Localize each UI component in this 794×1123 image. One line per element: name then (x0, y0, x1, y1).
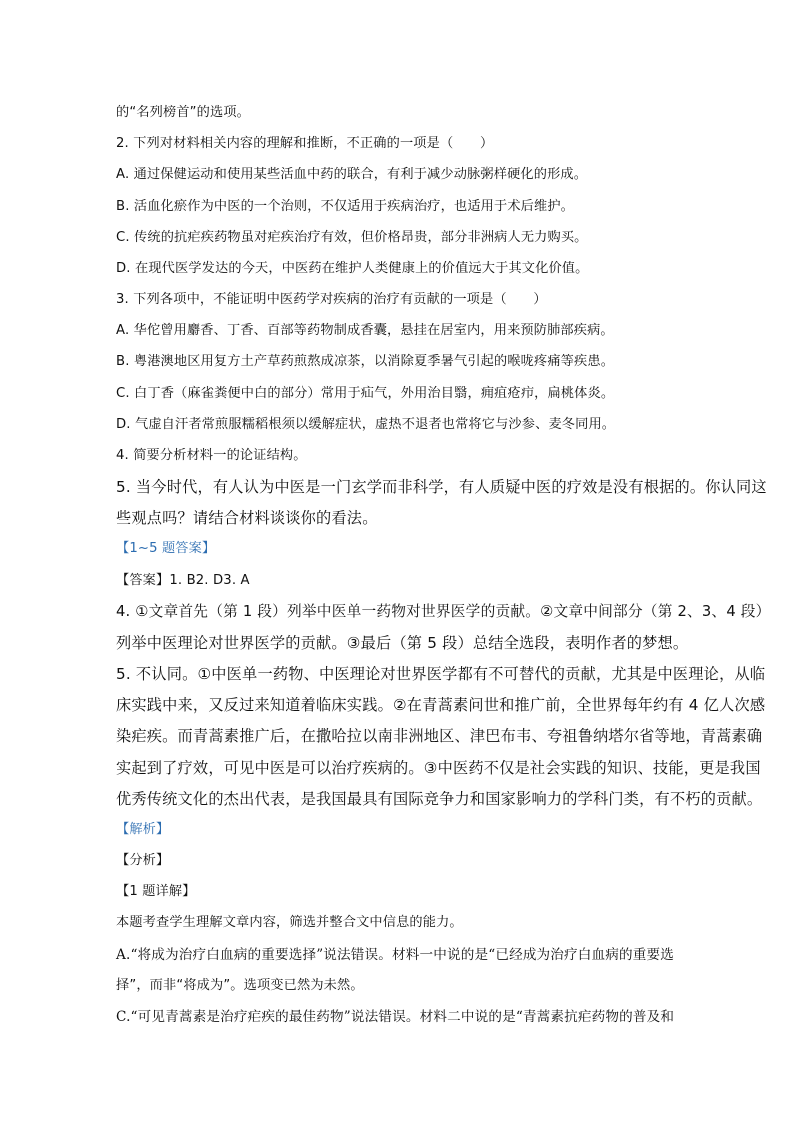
explanation-a-line-1: A.“将成为治疗白血病的重要选择”说法错误。材料一中说的是“已经成为治疗白血病的重要选 (116, 947, 674, 963)
question-2-option-a: A. 通过保健运动和使用某些活血中药的联合，有利于减少动脉粥样硬化的形成。 (116, 167, 588, 182)
question-2-option-d: D. 在现代医学发达的今天，中医药在维护人类健康上的价值远大于其文化价值。 (116, 261, 589, 276)
question-3-option-a: A. 华佗曾用麝香、丁香、百部等药物制成香囊，悬挂在居室内，用来预防肺部疾病。 (116, 323, 614, 338)
explanation-c-line-1: C.“可见青蒿素是治疗疟疾的最佳药物”说法错误。材料二中说的是“青蒿素抗疟药物的普及和 (116, 1009, 675, 1025)
answer-5-line-1: 5. 不认同。①中医单一药物、中医理论对世界医学都有不可替代的贡献，尤其是中医理论，从临 (116, 665, 766, 683)
question-1-detail-heading: 【1 题详解】 (116, 884, 196, 899)
answer-5-line-2: 床实践中来，又反过来知道着临床实践。②在青蒿素问世和推广前，全世界每年约有 4 亿人次感 (116, 696, 766, 714)
question-2-stem: 2. 下列对材料相关内容的理解和推断，不正确的一项是（ ） (116, 136, 494, 151)
question-2-option-b: B. 活血化瘀作为中医的一个治则，不仅适用于疾病治疗，也适用于术后维护。 (116, 199, 575, 214)
answer-5-line-3: 染疟疾。而青蒿素推广后，在撒哈拉以南非洲地区、津巴布韦、夸祖鲁纳塔尔省等地，青蒿素确 (116, 727, 763, 745)
text-line-continuation: 的“名列榜首”的选项。 (116, 105, 251, 120)
answer-section-heading: 【1~5 题答案】 (116, 541, 216, 556)
answer-4-line-1: 4. ①文章首先（第 1 段）列举中医单一药物对世界医学的贡献。②文章中间部分（第 2、3、4 段） (116, 603, 771, 620)
fenxi-heading: 【分析】 (116, 853, 170, 868)
question-3-stem: 3. 下列各项中，不能证明中医药学对疾病的治疗有贡献的一项是（ ） (116, 292, 547, 307)
answer-key: 【答案】1. B2. D3. A (116, 573, 250, 588)
question-3-option-b: B. 粤港澳地区用复方土产草药煎熬成凉茶，以消除夏季暑气引起的喉咙疼痛等疾患。 (116, 354, 615, 369)
answer-4-line-2: 列举中医理论对世界医学的贡献。③最后（第 5 段）总结全选段，表明作者的梦想。 (116, 634, 689, 652)
question-3-option-d: D. 气虚自汗者常煎服糯稻根须以缓解症状，虚热不退者也常将它与沙参、麦冬同用。 (116, 417, 616, 432)
question-5-stem-line-2: 些观点吗？请结合材料谈谈你的看法。 (116, 509, 378, 527)
question-2-option-c: C. 传统的抗疟疾药物虽对疟疾治疗有效，但价格昂贵，部分非洲病人无力购买。 (116, 230, 588, 245)
question-3-option-c: C. 白丁香（麻雀粪便中白的部分）常用于疝气，外用治目翳，痈疽疮疖，扁桃体炎。 (116, 386, 615, 401)
explanation-a-line-2: 择”，而非“将成为”。选项变已然为未然。 (116, 978, 364, 993)
question-4-stem: 4. 简要分析材料一的论证结构。 (116, 448, 307, 463)
explanation-intro: 本题考查学生理解文章内容，筛选并整合文中信息的能力。 (116, 915, 463, 930)
answer-5-line-4: 实起到了疗效，可见中医是可以治疗疾病的。③中医药不仅是社会实践的知识、技能，更是我国 (116, 759, 761, 777)
question-5-stem-line-1: 5. 当今时代，有人认为中医是一门玄学而非科学，有人质疑中医的疗效是没有根据的。你认同这 (116, 478, 767, 496)
analysis-heading: 【解析】 (116, 822, 170, 837)
answer-5-line-5: 优秀传统文化的杰出代表，是我国最具有国际竞争力和国家影响力的学科门类，有不朽的贡献。 (116, 790, 763, 808)
